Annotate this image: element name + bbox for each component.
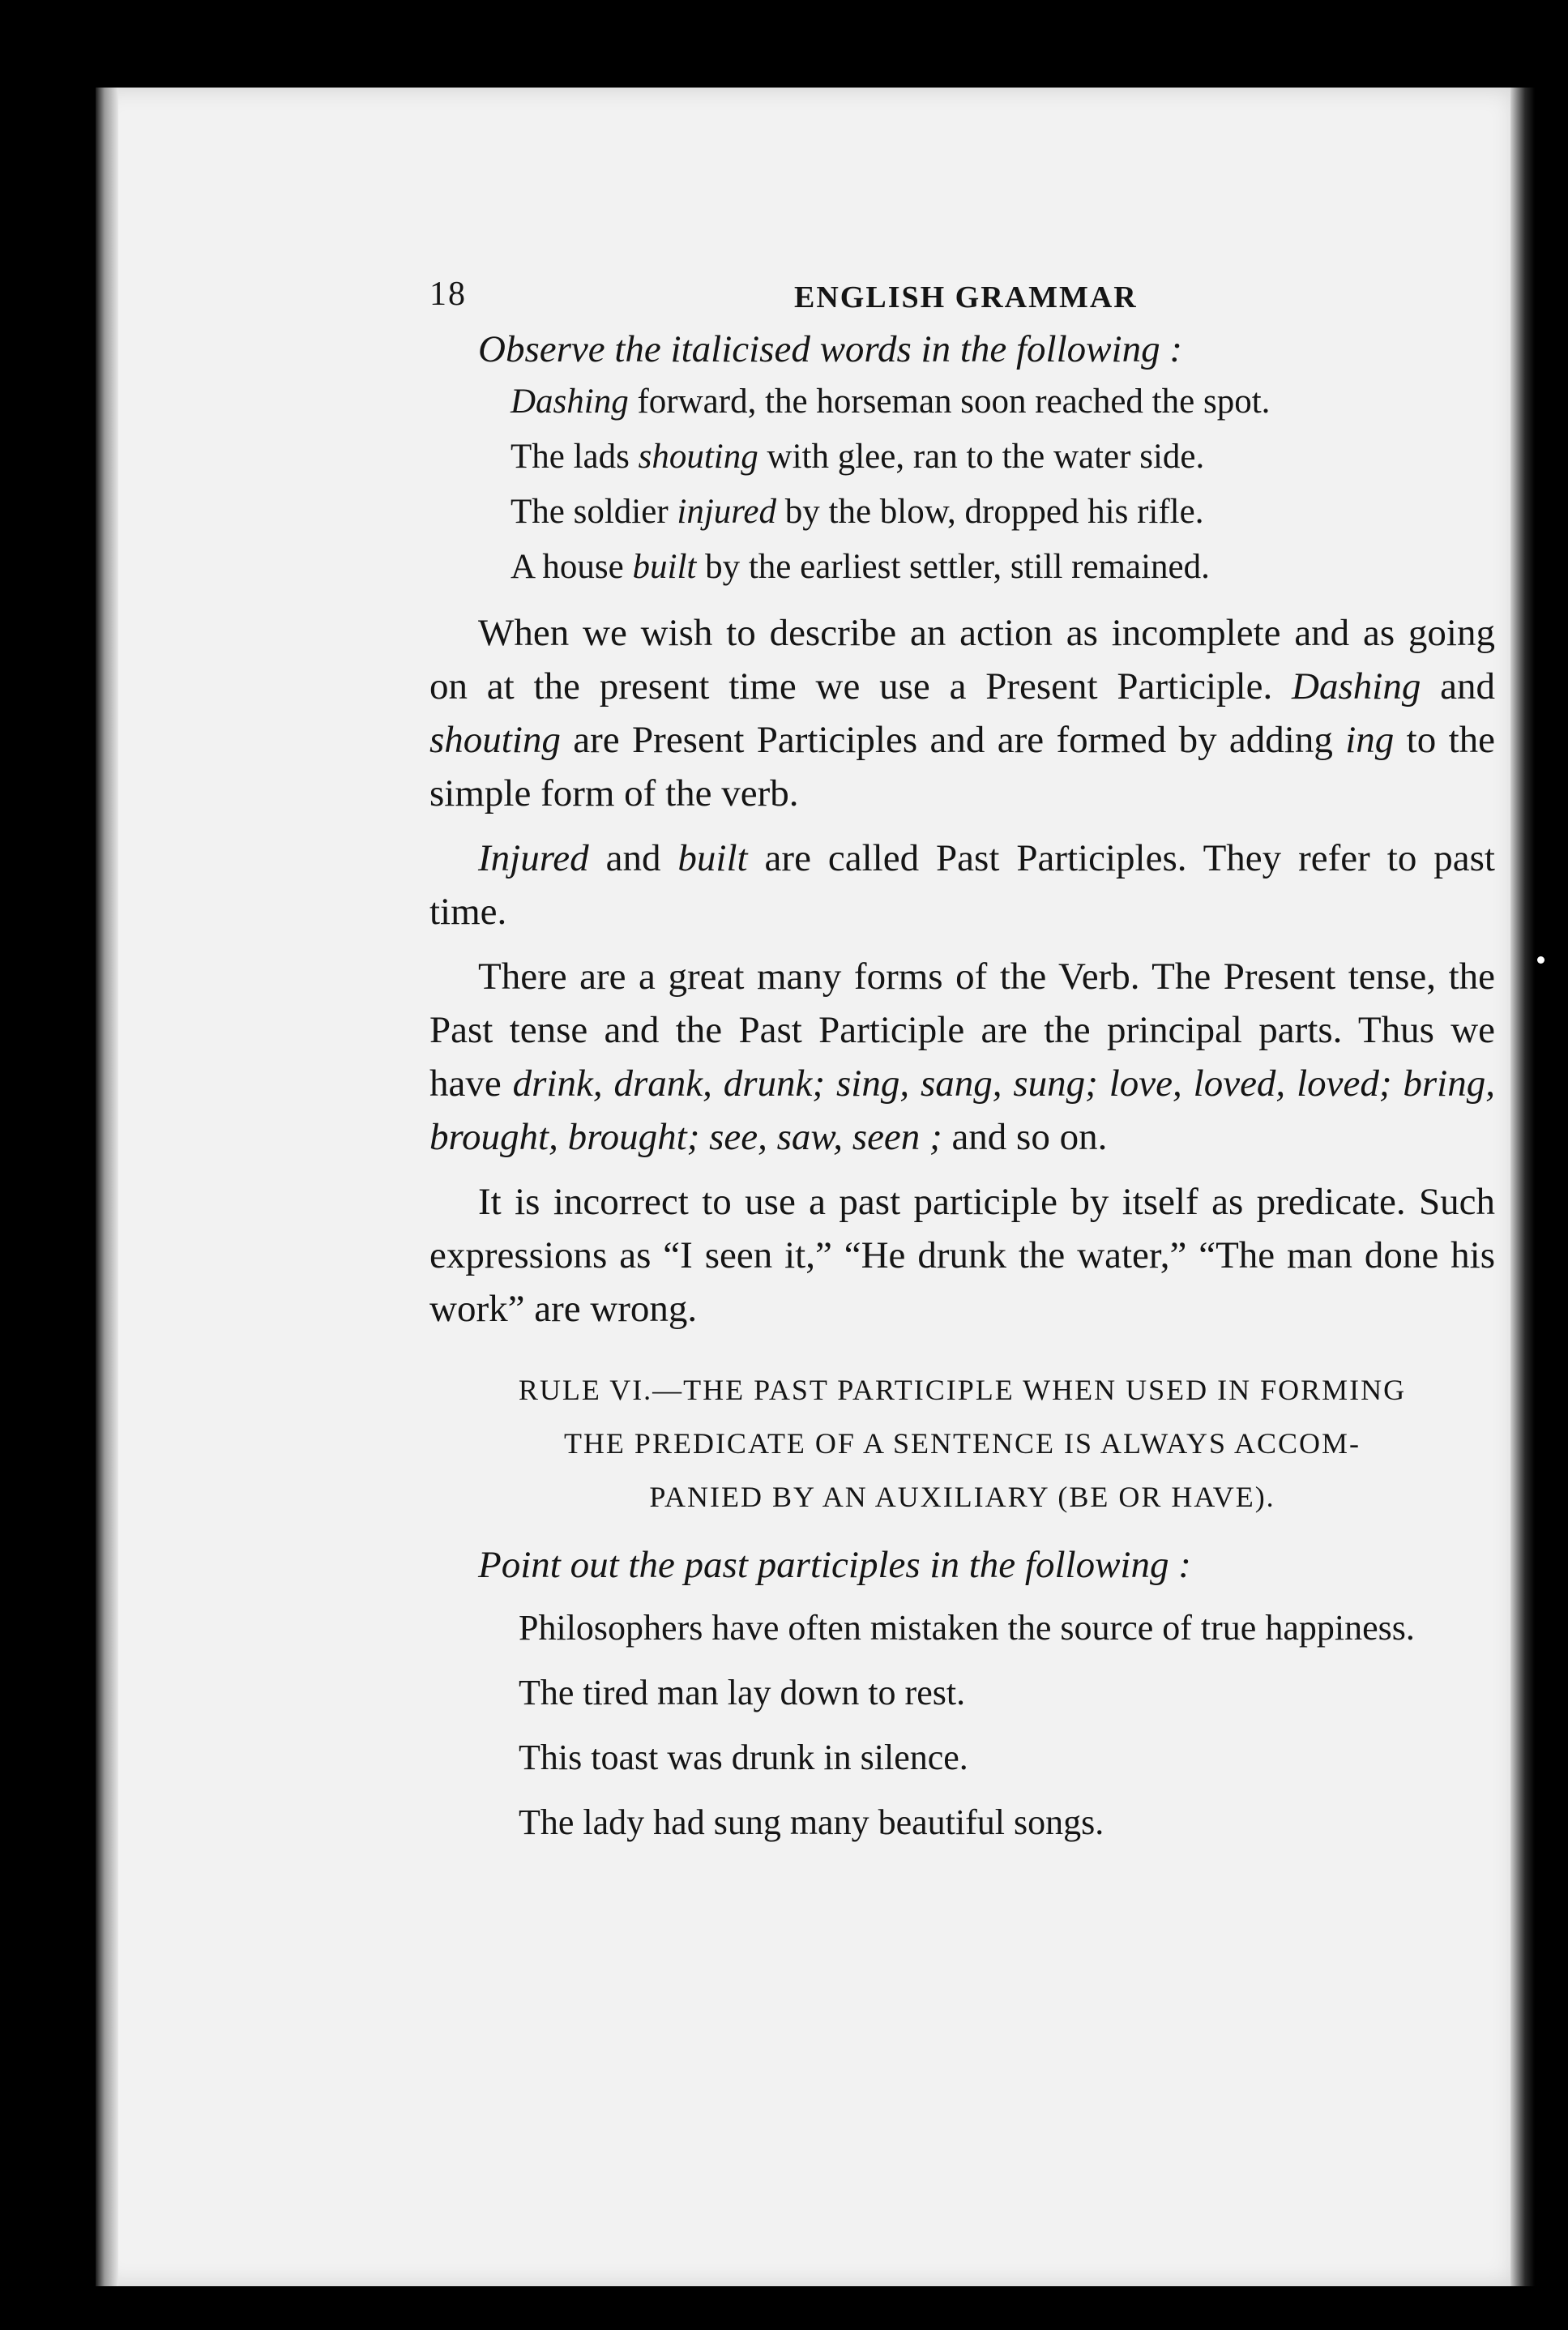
example-sentence: The lads shouting with glee, ran to the water side. xyxy=(511,438,1205,476)
rule-line: PANIED BY AN AUXILIARY (BE OR HAVE). xyxy=(649,1481,1275,1513)
page-number: 18 xyxy=(429,276,467,313)
example-sentence: Dashing forward, the horseman soon reached the spot. xyxy=(511,383,1271,421)
page-right-edge xyxy=(1510,88,1535,2286)
page-gutter-shadow xyxy=(96,88,118,2286)
rule-line: RULE VI.—THE PAST PARTICIPLE WHEN USED IN FORMING xyxy=(518,1374,1407,1406)
instruction-point-out: Point out the past participles in the following : xyxy=(478,1544,1191,1586)
page-header xyxy=(429,267,1495,324)
page-content xyxy=(429,267,1495,1851)
rule-vi xyxy=(429,1363,1495,1524)
running-title: ENGLISH GRAMMAR xyxy=(794,280,1138,314)
exercise-sentence: This toast was drunk in silence. xyxy=(519,1738,968,1777)
paragraph-present-participle: When we wish to describe an action as incomplete and as going on at the present time we use a Present Participle. Dashing and shouting are Present Participles and are formed by adding ing to the simple form of the verb. xyxy=(429,612,1495,814)
paragraph-past-participle: Injured and built are called Past Participles. They refer to past time. xyxy=(429,837,1495,933)
exercise-sentence: Philosophers have often mistaken the source of true happiness. xyxy=(519,1608,1415,1648)
rule-line: THE PREDICATE OF A SENTENCE IS ALWAYS ACCOM- xyxy=(563,1427,1361,1460)
example-sentence: The soldier injured by the blow, dropped his rifle. xyxy=(511,493,1204,531)
instruction-observe: Observe the italicised words in the following : xyxy=(478,328,1182,370)
paragraph-incorrect-usage: It is incorrect to use a past participle by itself as predicate. Such expressions as “I seen it,” “He drunk the water,” “The man done his work” are wrong. xyxy=(429,1181,1495,1330)
exercise-sentence: The lady had sung many beautiful songs. xyxy=(519,1802,1104,1842)
scan-speck xyxy=(1537,956,1545,964)
example-sentence: A house built by the earliest settler, still remained. xyxy=(511,548,1210,586)
exercise-sentence: The tired man lay down to rest. xyxy=(519,1673,966,1712)
paragraph-principal-parts: There are a great many forms of the Verb. The Present tense, the Past tense and the Past Participle are the principal parts. Thus we have drink, drank, drunk; sing, sang, sung; love, loved, loved; bring, brought, brought; see, saw, seen ; and so on. xyxy=(429,956,1495,1158)
